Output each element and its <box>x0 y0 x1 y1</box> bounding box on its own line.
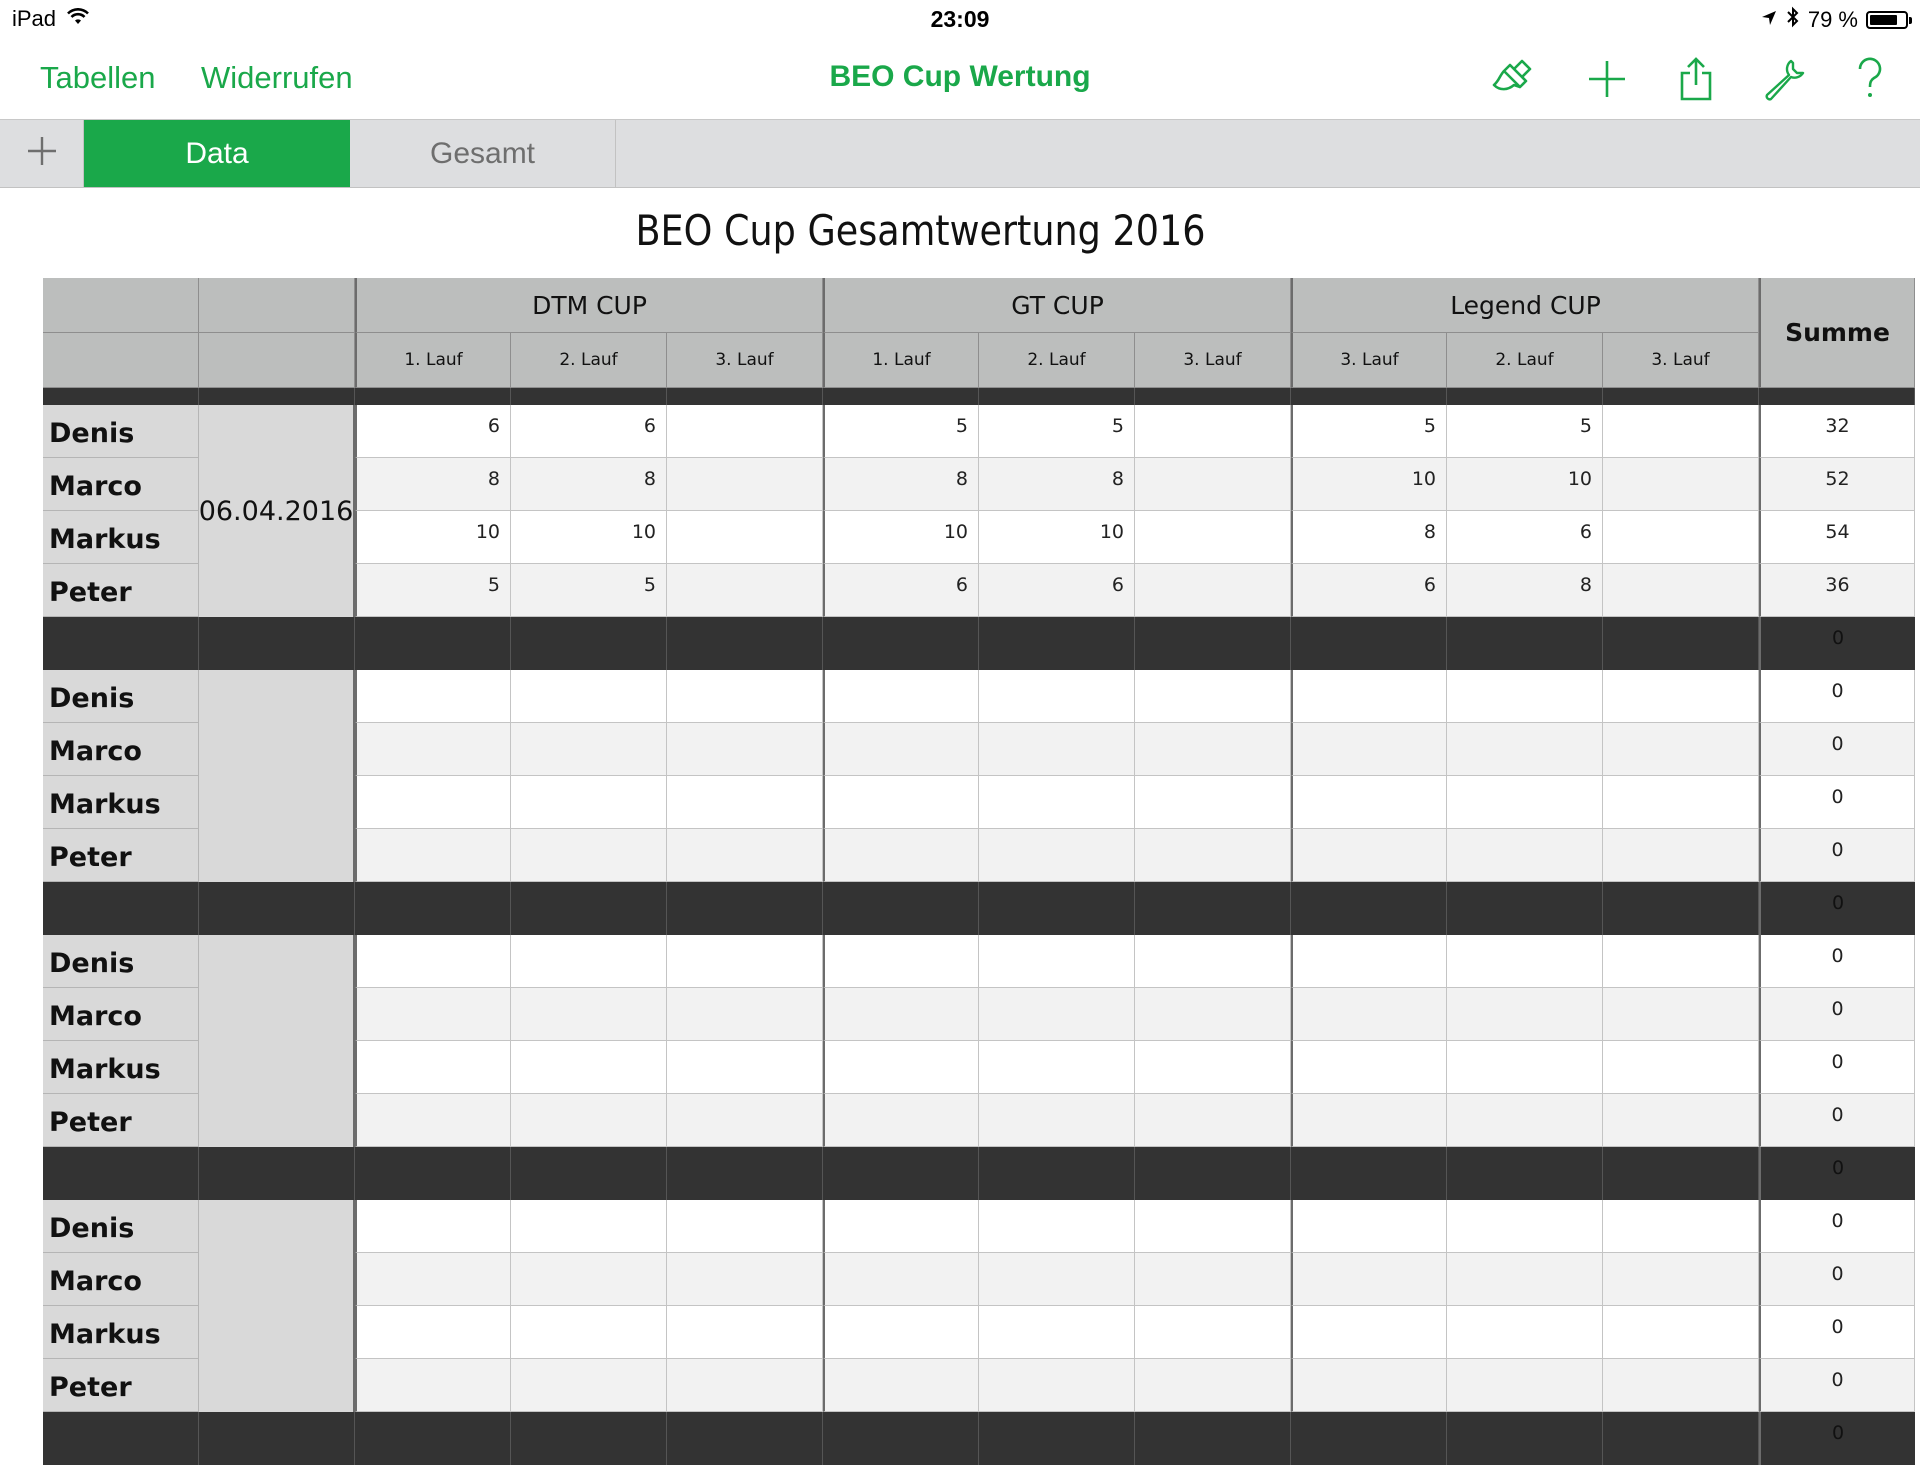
score-cell[interactable] <box>1603 670 1759 723</box>
score-cell[interactable] <box>979 1359 1135 1412</box>
player-name[interactable]: Markus <box>43 1306 199 1359</box>
score-cell[interactable] <box>511 1253 667 1306</box>
score-cell[interactable] <box>1447 723 1603 776</box>
score-cell[interactable] <box>355 670 511 723</box>
score-cell[interactable] <box>1135 829 1291 882</box>
separator-cell <box>1603 617 1759 670</box>
separator-cell <box>1603 882 1759 935</box>
separator-cell <box>355 1412 511 1465</box>
separator-cell <box>1603 1412 1759 1465</box>
score-cell[interactable]: 10 <box>1447 458 1603 511</box>
score-cell[interactable] <box>979 1200 1135 1253</box>
player-name[interactable]: Peter <box>43 1094 199 1147</box>
sum-cell[interactable]: 0 <box>1759 935 1915 988</box>
score-cell[interactable] <box>667 1041 823 1094</box>
separator-cell <box>1135 1412 1291 1465</box>
race-date-cell[interactable] <box>199 670 355 882</box>
score-cell[interactable] <box>355 776 511 829</box>
score-cell[interactable] <box>1603 988 1759 1041</box>
race-date-cell[interactable]: 06.04.2016 <box>199 405 355 617</box>
score-cell[interactable] <box>355 1253 511 1306</box>
separator-cell <box>43 1147 199 1200</box>
score-cell[interactable] <box>1135 988 1291 1041</box>
score-cell[interactable] <box>1291 1359 1447 1412</box>
score-cell[interactable] <box>979 988 1135 1041</box>
separator-cell <box>979 882 1135 935</box>
score-cell[interactable] <box>667 458 823 511</box>
score-cell[interactable] <box>1603 564 1759 617</box>
score-cell[interactable] <box>1135 935 1291 988</box>
score-cell[interactable]: 8 <box>1447 564 1603 617</box>
header-corner-cell <box>43 333 199 388</box>
separator-cell <box>1135 388 1291 405</box>
sum-cell[interactable]: 0 <box>1759 988 1915 1041</box>
player-name[interactable]: Denis <box>43 1200 199 1253</box>
score-cell[interactable] <box>979 776 1135 829</box>
score-cell[interactable] <box>823 723 979 776</box>
score-cell[interactable] <box>1291 935 1447 988</box>
score-cell[interactable] <box>1447 670 1603 723</box>
score-cell[interactable] <box>1447 776 1603 829</box>
race-header: 1. Lauf <box>823 333 979 388</box>
player-name[interactable]: Marco <box>43 723 199 776</box>
race-header: 3. Lauf <box>1603 333 1759 388</box>
separator-cell <box>199 617 355 670</box>
separator-cell <box>1447 882 1603 935</box>
score-cell[interactable] <box>1447 1094 1603 1147</box>
sum-cell[interactable]: 0 <box>1759 1200 1915 1253</box>
separator-sum-cell: 0 <box>1759 1147 1915 1200</box>
score-cell[interactable] <box>667 511 823 564</box>
separator-cell <box>355 1147 511 1200</box>
score-cell[interactable] <box>979 670 1135 723</box>
plus-icon <box>26 135 58 172</box>
separator-cell <box>823 617 979 670</box>
location-icon <box>1760 7 1778 33</box>
separator-sum-cell: 0 <box>1759 1412 1915 1465</box>
score-cell[interactable] <box>355 723 511 776</box>
score-cell[interactable]: 10 <box>979 511 1135 564</box>
score-cell[interactable] <box>355 1306 511 1359</box>
document-title: BEO Cup Wertung <box>829 60 1091 93</box>
score-cell[interactable] <box>667 829 823 882</box>
score-cell[interactable] <box>823 829 979 882</box>
score-cell[interactable]: 5 <box>823 405 979 458</box>
score-cell[interactable] <box>823 1041 979 1094</box>
score-cell[interactable] <box>1291 1253 1447 1306</box>
separator-cell <box>667 1147 823 1200</box>
sum-cell[interactable]: 0 <box>1759 829 1915 882</box>
score-cell[interactable]: 5 <box>1291 405 1447 458</box>
player-name[interactable]: Markus <box>43 1041 199 1094</box>
device-label: iPad <box>12 6 57 31</box>
insert-button[interactable] <box>1582 56 1632 106</box>
navigation-bar <box>0 40 1920 120</box>
separator-cell <box>667 882 823 935</box>
score-cell[interactable]: 6 <box>1447 511 1603 564</box>
score-cell[interactable]: 10 <box>511 511 667 564</box>
sum-cell[interactable]: 0 <box>1759 670 1915 723</box>
score-cell[interactable]: 8 <box>1291 511 1447 564</box>
score-cell[interactable] <box>1603 723 1759 776</box>
score-cell[interactable] <box>511 935 667 988</box>
sheet-tab-bar <box>0 120 1920 188</box>
score-cell[interactable] <box>1291 1041 1447 1094</box>
sum-cell[interactable]: 0 <box>1759 1094 1915 1147</box>
score-cell[interactable] <box>511 829 667 882</box>
score-cell[interactable]: 5 <box>1447 405 1603 458</box>
player-name[interactable]: Denis <box>43 670 199 723</box>
plus-icon <box>1587 59 1627 104</box>
separator-cell <box>667 617 823 670</box>
score-cell[interactable] <box>823 776 979 829</box>
back-to-tables-button[interactable]: Tabellen <box>40 60 156 95</box>
tab-data[interactable]: Data <box>84 120 350 187</box>
score-cell[interactable] <box>511 1094 667 1147</box>
cup-header: DTM CUP <box>355 278 823 333</box>
battery-percent: 79 % <box>1807 7 1858 32</box>
score-cell[interactable] <box>667 1253 823 1306</box>
score-cell[interactable] <box>511 1200 667 1253</box>
share-icon <box>1678 57 1714 106</box>
status-time: 23:09 <box>930 6 990 32</box>
separator-cell <box>979 1412 1135 1465</box>
score-cell[interactable] <box>667 988 823 1041</box>
score-cell[interactable]: 8 <box>511 458 667 511</box>
score-cell[interactable] <box>1603 1041 1759 1094</box>
player-name[interactable]: Denis <box>43 935 199 988</box>
score-cell[interactable] <box>1291 1306 1447 1359</box>
header-corner-cell <box>199 278 355 333</box>
score-cell[interactable] <box>511 1306 667 1359</box>
separator-cell <box>667 1412 823 1465</box>
score-cell[interactable] <box>1603 511 1759 564</box>
separator-cell <box>1447 1147 1603 1200</box>
score-cell[interactable] <box>1135 511 1291 564</box>
separator-cell <box>1291 1412 1447 1465</box>
separator-cell <box>43 388 199 405</box>
separator-cell <box>199 882 355 935</box>
settings-button[interactable] <box>1760 56 1810 106</box>
score-cell[interactable] <box>979 723 1135 776</box>
score-cell[interactable] <box>667 564 823 617</box>
score-cell[interactable] <box>1603 1359 1759 1412</box>
separator-cell <box>43 1412 199 1465</box>
sum-cell[interactable]: 0 <box>1759 1041 1915 1094</box>
separator-cell <box>823 882 979 935</box>
separator-cell <box>355 617 511 670</box>
add-sheet-button[interactable] <box>0 120 84 187</box>
separator-cell <box>199 1147 355 1200</box>
battery-level <box>1870 15 1897 25</box>
score-cell[interactable] <box>1291 988 1447 1041</box>
race-header: 3. Lauf <box>667 333 823 388</box>
score-cell[interactable]: 8 <box>355 458 511 511</box>
separator-cell <box>1759 388 1915 405</box>
score-cell[interactable] <box>1135 1041 1291 1094</box>
separator-cell <box>667 388 823 405</box>
separator-cell <box>1291 882 1447 935</box>
score-cell[interactable]: 10 <box>823 511 979 564</box>
tab-gesamt[interactable]: Gesamt <box>350 120 616 187</box>
player-name[interactable]: Marco <box>43 1253 199 1306</box>
score-cell[interactable] <box>1291 670 1447 723</box>
score-cell[interactable]: 10 <box>1291 458 1447 511</box>
score-cell[interactable] <box>1603 1306 1759 1359</box>
score-cell[interactable] <box>823 1253 979 1306</box>
score-cell[interactable] <box>1135 405 1291 458</box>
score-cell[interactable]: 5 <box>979 405 1135 458</box>
battery-icon <box>1866 11 1908 29</box>
score-cell[interactable]: 5 <box>355 564 511 617</box>
score-cell[interactable] <box>667 935 823 988</box>
player-name[interactable]: Peter <box>43 829 199 882</box>
score-cell[interactable] <box>979 1253 1135 1306</box>
score-cell[interactable] <box>1447 1359 1603 1412</box>
score-cell[interactable] <box>355 1094 511 1147</box>
separator-cell <box>979 1147 1135 1200</box>
score-cell[interactable] <box>355 988 511 1041</box>
score-cell[interactable] <box>979 829 1135 882</box>
separator-cell <box>43 617 199 670</box>
score-cell[interactable] <box>1291 829 1447 882</box>
separator-cell <box>511 388 667 405</box>
score-cell[interactable] <box>355 1359 511 1412</box>
separator-cell <box>1135 882 1291 935</box>
separator-cell <box>1447 388 1603 405</box>
player-name[interactable]: Marco <box>43 988 199 1041</box>
separator-cell <box>511 1147 667 1200</box>
score-cell[interactable] <box>979 935 1135 988</box>
score-cell[interactable] <box>667 723 823 776</box>
sum-cell[interactable]: 54 <box>1759 511 1915 564</box>
separator-cell <box>355 388 511 405</box>
sheet-title: BEO Cup Gesamtwertung 2016 <box>635 206 1206 255</box>
separator-cell <box>511 617 667 670</box>
score-cell[interactable] <box>355 1041 511 1094</box>
score-cell[interactable] <box>355 1200 511 1253</box>
sum-cell[interactable]: 36 <box>1759 564 1915 617</box>
score-cell[interactable] <box>1447 1041 1603 1094</box>
score-cell[interactable] <box>511 776 667 829</box>
paintbrush-icon <box>1490 57 1534 106</box>
separator-cell <box>43 882 199 935</box>
player-name[interactable]: Peter <box>43 564 199 617</box>
score-cell[interactable] <box>1135 1306 1291 1359</box>
score-cell[interactable] <box>1447 988 1603 1041</box>
player-name[interactable]: Markus <box>43 511 199 564</box>
player-name[interactable]: Peter <box>43 1359 199 1412</box>
score-cell[interactable] <box>823 1200 979 1253</box>
sum-cell[interactable]: 0 <box>1759 776 1915 829</box>
score-cell[interactable] <box>355 829 511 882</box>
race-header: 2. Lauf <box>511 333 667 388</box>
score-cell[interactable] <box>1603 935 1759 988</box>
score-cell[interactable] <box>1603 405 1759 458</box>
header-corner-cell <box>199 333 355 388</box>
separator-cell <box>199 388 355 405</box>
help-button[interactable] <box>1845 56 1895 106</box>
separator-cell <box>1135 617 1291 670</box>
race-header: 1. Lauf <box>355 333 511 388</box>
score-cell[interactable] <box>1291 776 1447 829</box>
score-cell[interactable] <box>1603 1200 1759 1253</box>
separator-cell <box>1447 1412 1603 1465</box>
race-header: 2. Lauf <box>979 333 1135 388</box>
score-cell[interactable]: 5 <box>511 564 667 617</box>
cup-header: Legend CUP <box>1291 278 1759 333</box>
separator-cell <box>1291 388 1447 405</box>
sum-header: Summe <box>1759 278 1915 388</box>
score-cell[interactable] <box>667 1306 823 1359</box>
score-cell[interactable] <box>1291 1094 1447 1147</box>
score-cell[interactable] <box>979 1041 1135 1094</box>
sum-cell[interactable]: 0 <box>1759 1359 1915 1412</box>
status-bar <box>0 0 1920 40</box>
score-cell[interactable] <box>667 1094 823 1147</box>
separator-cell <box>823 1412 979 1465</box>
separator-cell <box>1603 388 1759 405</box>
score-cell[interactable] <box>1291 723 1447 776</box>
score-cell[interactable] <box>667 405 823 458</box>
score-cell[interactable] <box>1291 1200 1447 1253</box>
share-button[interactable] <box>1671 56 1721 106</box>
score-cell[interactable] <box>511 670 667 723</box>
score-cell[interactable]: 6 <box>1291 564 1447 617</box>
cup-header: GT CUP <box>823 278 1291 333</box>
sum-cell[interactable]: 0 <box>1759 1306 1915 1359</box>
separator-cell <box>823 1147 979 1200</box>
score-cell[interactable]: 6 <box>511 405 667 458</box>
format-button[interactable] <box>1487 56 1537 106</box>
score-cell[interactable] <box>355 935 511 988</box>
separator-cell <box>1135 1147 1291 1200</box>
score-cell[interactable] <box>1603 776 1759 829</box>
race-header: 3. Lauf <box>1135 333 1291 388</box>
player-name[interactable]: Denis <box>43 405 199 458</box>
score-cell[interactable] <box>1603 1253 1759 1306</box>
score-cell[interactable] <box>823 1306 979 1359</box>
score-cell[interactable] <box>1135 564 1291 617</box>
score-cell[interactable] <box>1603 1094 1759 1147</box>
score-cell[interactable] <box>1447 829 1603 882</box>
separator-sum-cell: 0 <box>1759 882 1915 935</box>
score-cell[interactable] <box>823 935 979 988</box>
sum-cell[interactable]: 32 <box>1759 405 1915 458</box>
score-cell[interactable] <box>1447 935 1603 988</box>
score-cell[interactable] <box>511 988 667 1041</box>
separator-cell <box>979 617 1135 670</box>
separator-cell <box>199 1412 355 1465</box>
score-cell[interactable] <box>1135 723 1291 776</box>
score-cell[interactable] <box>667 776 823 829</box>
score-cell[interactable] <box>1447 1253 1603 1306</box>
separator-cell <box>1291 1147 1447 1200</box>
separator-sum-cell: 0 <box>1759 617 1915 670</box>
race-date-cell[interactable] <box>199 1200 355 1412</box>
score-cell[interactable]: 6 <box>355 405 511 458</box>
score-cell[interactable] <box>979 1306 1135 1359</box>
race-header: 3. Lauf <box>1291 333 1447 388</box>
score-cell[interactable] <box>1135 1200 1291 1253</box>
score-cell[interactable] <box>1135 1359 1291 1412</box>
help-icon <box>1855 57 1885 106</box>
score-cell[interactable] <box>511 723 667 776</box>
wrench-icon <box>1763 57 1807 106</box>
player-name[interactable]: Marco <box>43 458 199 511</box>
score-cell[interactable]: 6 <box>979 564 1135 617</box>
race-date-cell[interactable] <box>199 935 355 1147</box>
score-cell[interactable] <box>1603 458 1759 511</box>
score-cell[interactable]: 8 <box>979 458 1135 511</box>
score-cell[interactable] <box>1135 458 1291 511</box>
score-cell[interactable]: 6 <box>823 564 979 617</box>
score-cell[interactable] <box>979 1094 1135 1147</box>
separator-cell <box>511 882 667 935</box>
player-name[interactable]: Markus <box>43 776 199 829</box>
race-header: 2. Lauf <box>1447 333 1603 388</box>
separator-cell <box>1291 617 1447 670</box>
sum-cell[interactable]: 52 <box>1759 458 1915 511</box>
bluetooth-icon <box>1786 6 1800 34</box>
score-cell[interactable] <box>667 1200 823 1253</box>
separator-cell <box>1603 1147 1759 1200</box>
separator-cell <box>355 882 511 935</box>
score-cell[interactable]: 10 <box>355 511 511 564</box>
score-cell[interactable] <box>1135 670 1291 723</box>
score-cell[interactable] <box>511 1041 667 1094</box>
status-right <box>1760 6 1908 34</box>
score-cell[interactable] <box>667 670 823 723</box>
score-cell[interactable] <box>1135 776 1291 829</box>
score-cell[interactable] <box>823 1094 979 1147</box>
sum-cell[interactable]: 0 <box>1759 1253 1915 1306</box>
header-corner-cell <box>43 278 199 333</box>
separator-cell <box>511 1412 667 1465</box>
score-cell[interactable] <box>823 670 979 723</box>
score-cell[interactable] <box>823 1359 979 1412</box>
score-cell[interactable] <box>1135 1253 1291 1306</box>
score-cell[interactable] <box>667 1359 823 1412</box>
score-cell[interactable] <box>1603 829 1759 882</box>
score-cell[interactable] <box>1135 1094 1291 1147</box>
sum-cell[interactable]: 0 <box>1759 723 1915 776</box>
undo-button[interactable]: Widerrufen <box>201 60 353 95</box>
score-cell[interactable]: 8 <box>823 458 979 511</box>
score-cell[interactable] <box>1447 1200 1603 1253</box>
score-cell[interactable] <box>511 1359 667 1412</box>
separator-cell <box>823 388 979 405</box>
separator-cell <box>1447 617 1603 670</box>
score-cell[interactable] <box>823 988 979 1041</box>
separator-cell <box>979 388 1135 405</box>
score-cell[interactable] <box>1447 1306 1603 1359</box>
